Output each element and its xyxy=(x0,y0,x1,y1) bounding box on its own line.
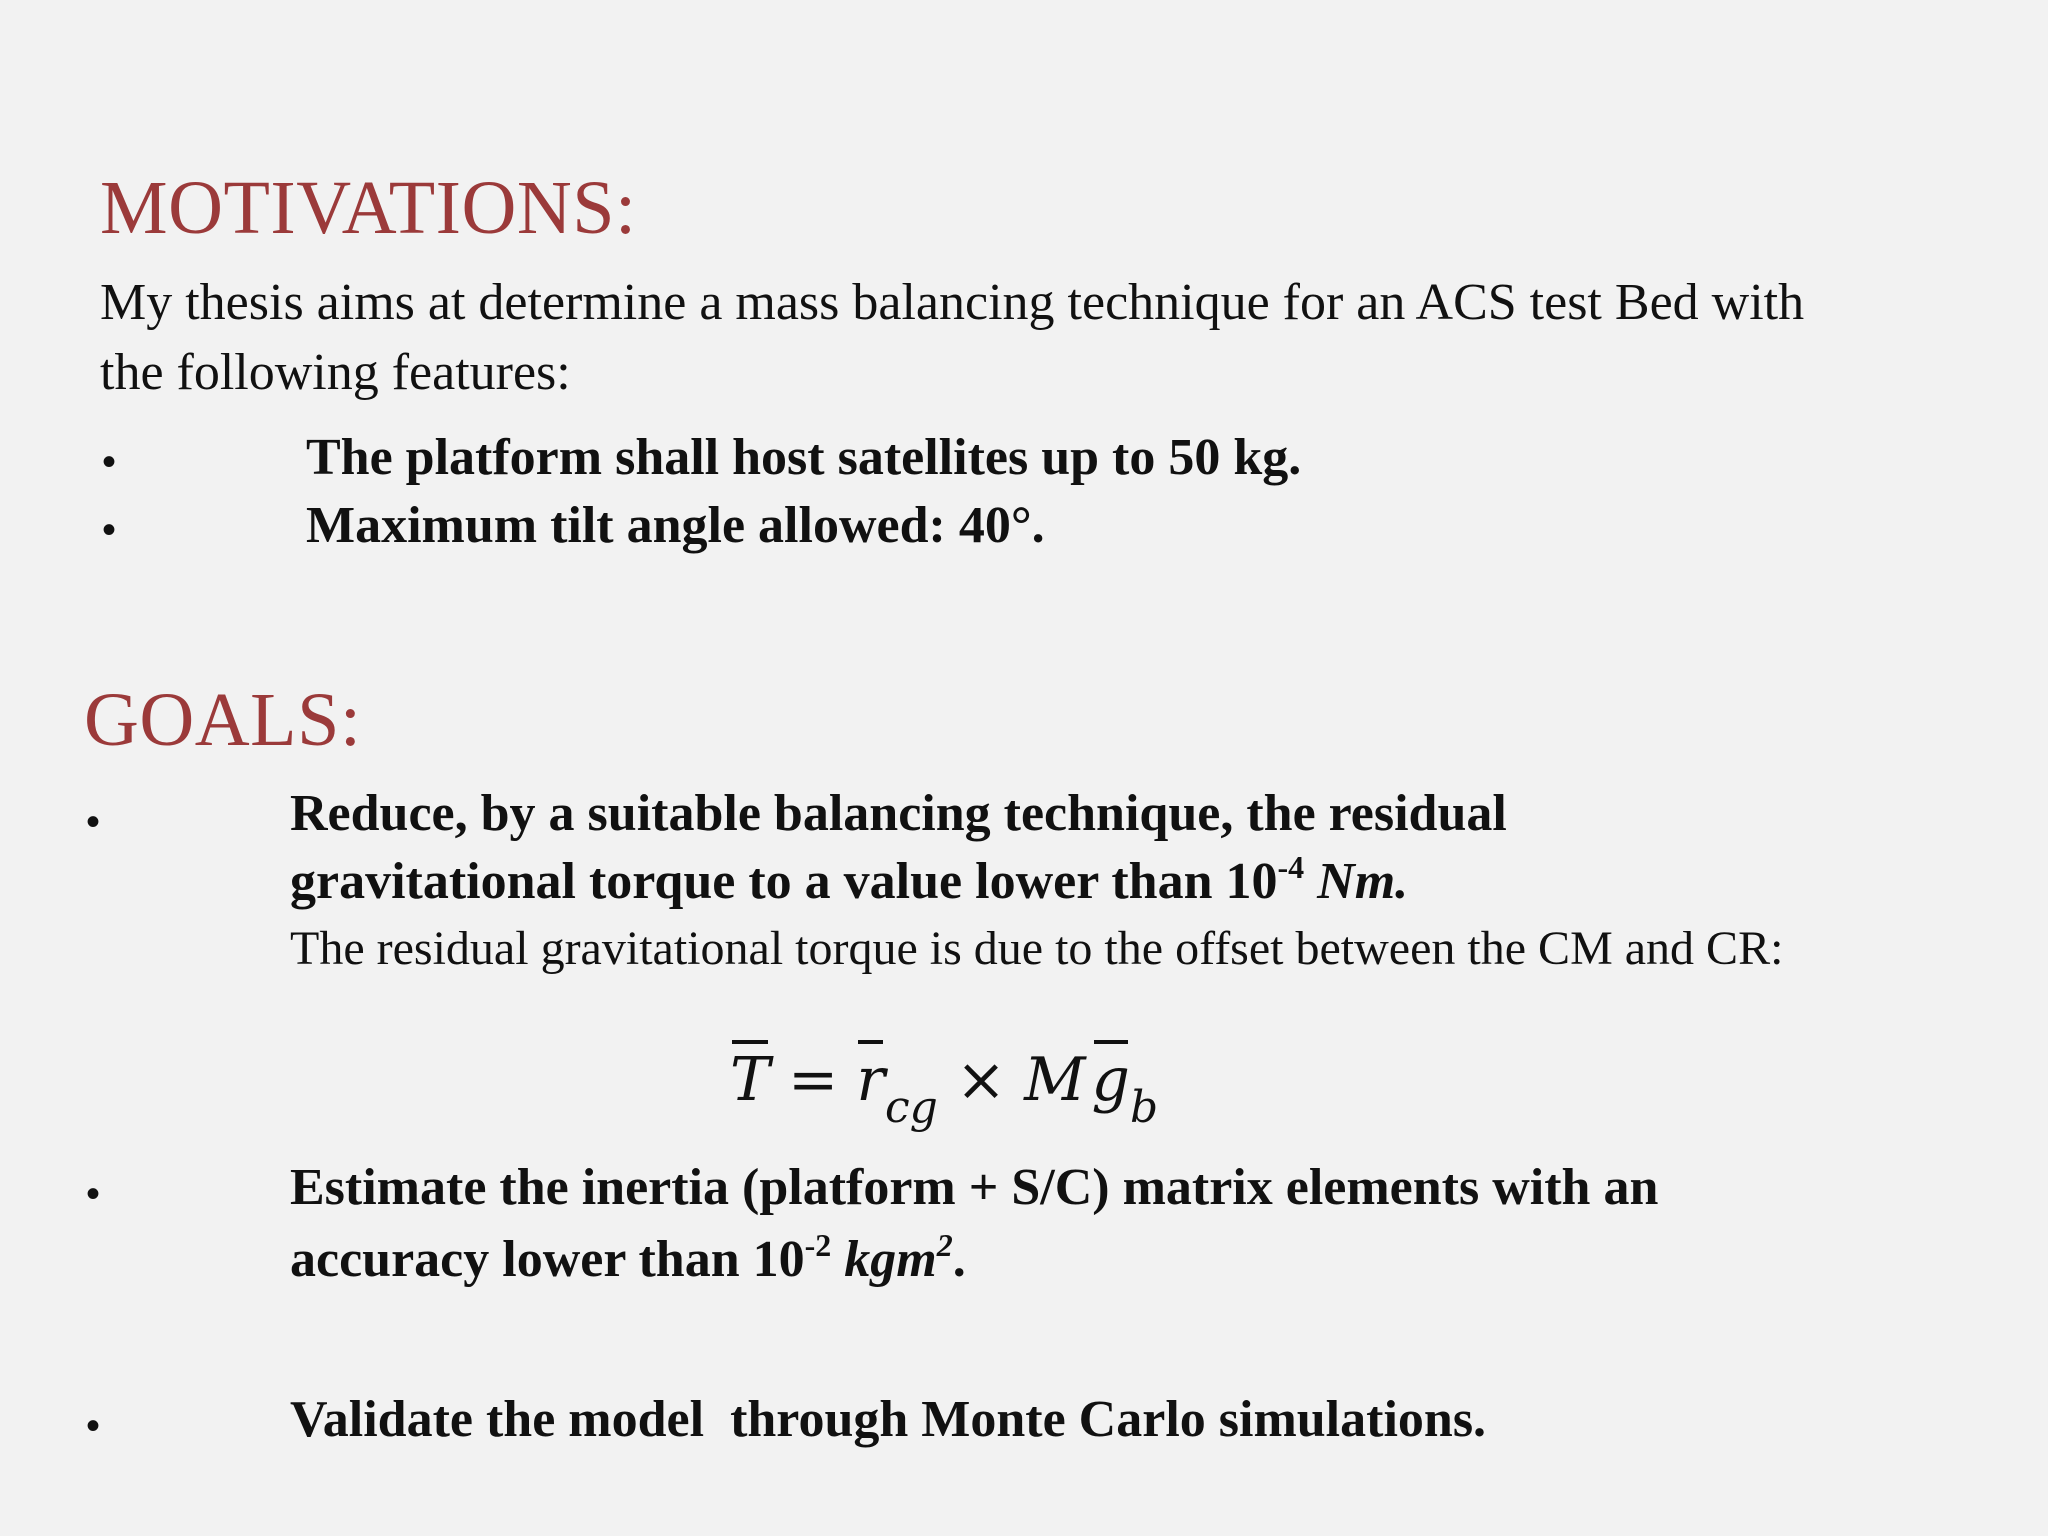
intro-line-1: My thesis aims at determine a mass balancing technique for an ACS test Bed with xyxy=(100,274,1805,331)
goal-2-period: . xyxy=(952,1231,966,1288)
goal-1-line-2-text: gravitational torque to a value lower than 10 xyxy=(290,853,1278,910)
motivations-intro xyxy=(100,268,2000,408)
eq-equals: = xyxy=(788,1045,839,1115)
eq-mass: M xyxy=(1024,1045,1086,1115)
goals-heading: GOALS: xyxy=(84,678,362,762)
goal-1-unit: Nm. xyxy=(1304,853,1409,910)
bullet-marker: • xyxy=(86,1172,101,1216)
eq-torque-vector: T xyxy=(730,1030,770,1130)
goal-2-line-2 xyxy=(290,1224,1658,1296)
motivation-bullet-text: The platform shall host satellites up to 50 kg. xyxy=(306,429,1302,486)
intro-line-2: the following features: xyxy=(100,344,571,401)
eq-r-subscript: cg xyxy=(885,1082,938,1133)
goal-2-exponent: -2 xyxy=(804,1227,832,1263)
goal-2-line-1: Estimate the inertia (platform + S/C) matrix elements with an xyxy=(290,1159,1659,1216)
goal-1-exponent: -4 xyxy=(1277,849,1305,885)
goal-2-unit-exponent: 2 xyxy=(936,1227,953,1263)
goal-1-text xyxy=(290,780,1507,916)
goal-3-text: Validate the model through Monte Carlo simulations. xyxy=(290,1391,1487,1448)
eq-g-vector: g xyxy=(1092,1030,1130,1130)
torque-equation xyxy=(730,1030,1158,1150)
goal-2-unit: kgm xyxy=(831,1231,937,1288)
eq-g-subscript: b xyxy=(1129,1082,1159,1133)
torque-note: The residual gravitational torque is due to the offset between the CM and CR: xyxy=(290,922,1784,975)
bullet-marker: • xyxy=(86,1404,101,1448)
motivations-heading: MOTIVATIONS: xyxy=(100,166,637,250)
bullet-marker: • xyxy=(102,508,117,552)
bullet-marker: • xyxy=(102,440,117,484)
motivation-bullet-text: Maximum tilt angle allowed: 40°. xyxy=(306,497,1045,554)
goal-1-line-2 xyxy=(290,848,1507,916)
goal-1-line-1: Reduce, by a suitable balancing technique, the residual xyxy=(290,785,1507,842)
eq-times: × xyxy=(955,1045,1007,1115)
goal-2-line-2-text: accuracy lower than 10 xyxy=(290,1231,805,1288)
bullet-marker: • xyxy=(86,800,101,844)
goal-2-text xyxy=(290,1152,1658,1296)
eq-r-vector: r xyxy=(856,1030,885,1130)
